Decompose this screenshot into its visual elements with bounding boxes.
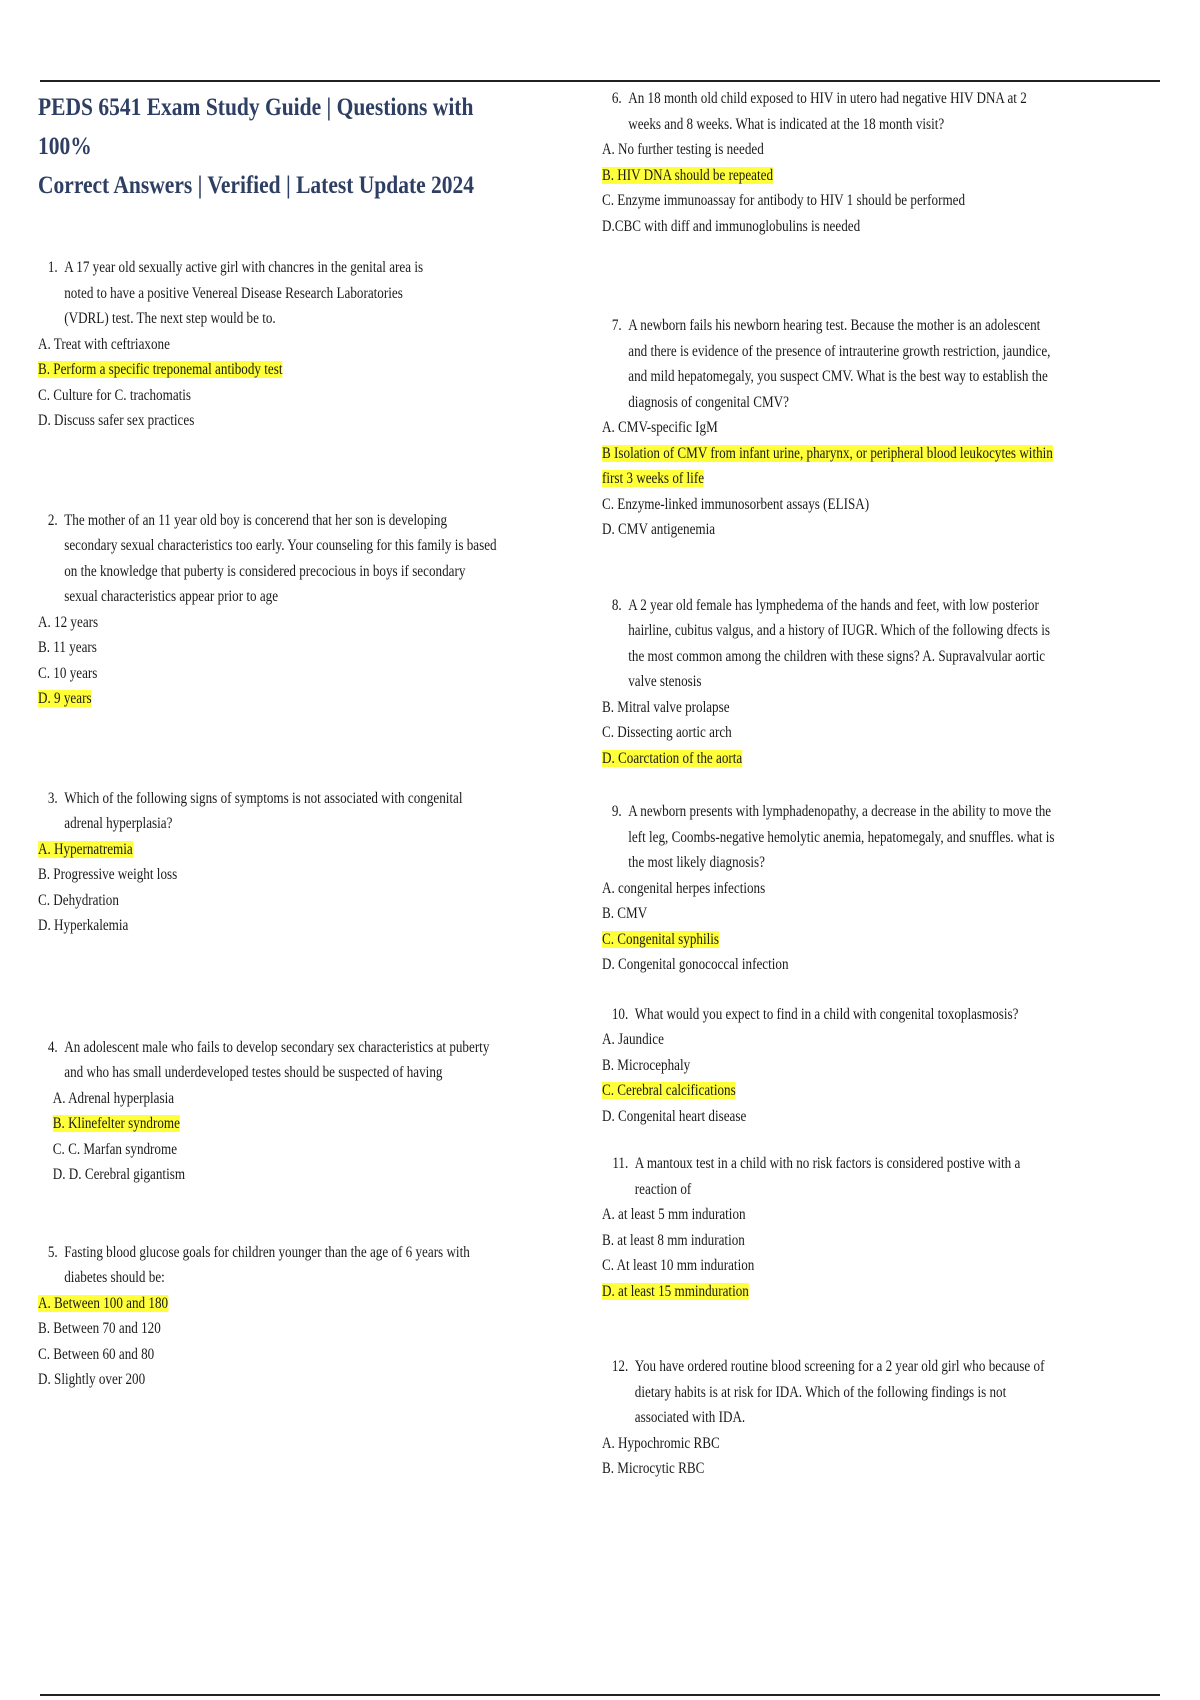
- option-d: D. Congenital heart disease: [602, 1107, 747, 1125]
- question-2: [38, 508, 497, 712]
- question-number: 12.: [611, 1358, 629, 1375]
- option-b: B. CMV: [602, 905, 648, 922]
- question-stem: A mantoux test in a child with no risk factors is considered postive with a reaction of: [634, 1155, 1021, 1198]
- option-b: B. Progressive weight loss: [38, 866, 178, 883]
- question-number: 2.: [47, 511, 58, 529]
- option-c: C. Between 60 and 80: [38, 1345, 155, 1363]
- right-column: [602, 86, 1062, 1482]
- title-line-2: Correct Answers | Verified | Latest Update 2024: [38, 172, 475, 199]
- question-stem: Which of the following signs of symptoms is not associated with congenital adrenal hyperplasia?: [64, 789, 463, 832]
- question-number: 1.: [47, 259, 58, 276]
- option-a-correct: A. Hypernatremia: [38, 840, 133, 858]
- option-a: A. Jaundice: [602, 1031, 664, 1048]
- option-d: D. Discuss safer sex practices: [38, 412, 195, 429]
- option-c: C. C. Marfan syndrome: [52, 1140, 178, 1158]
- option-a: A. Treat with ceftriaxone: [38, 335, 170, 353]
- question-8: [602, 593, 1061, 772]
- question-number: 7.: [611, 317, 622, 334]
- question-7: [602, 313, 1061, 543]
- question-number: 6.: [611, 90, 622, 107]
- option-c: C. Dissecting aortic arch: [602, 724, 732, 741]
- question-4: [38, 1035, 497, 1188]
- question-number: 11.: [612, 1155, 629, 1172]
- option-b: B. Mitral valve prolapse: [602, 698, 730, 716]
- option-b-correct: B Isolation of CMV from infant urine, pharynx, or peripheral blood leukocytes within first 3 weeks of life: [602, 444, 1053, 487]
- option-b-correct: B. HIV DNA should be repeated: [602, 166, 774, 184]
- option-d-correct: D. at least 15 mminduration: [602, 1282, 749, 1300]
- question-10: [602, 1002, 1061, 1130]
- question-stem: A newborn presents with lymphadenopathy, a decrease in the ability to move the left leg, Coombs-negative hemolytic anemia, hepatomegaly, and snuffles. what is the most likely diagnosis?: [628, 803, 1055, 871]
- left-column: [38, 86, 498, 1393]
- option-c: C. Enzyme immunoassay for antibody to HIV 1 should be performed: [602, 192, 966, 209]
- option-b: B. Microcephaly: [602, 1056, 691, 1074]
- option-a: A. at least 5 mm induration: [602, 1206, 746, 1223]
- bottom-rule: [40, 1694, 1160, 1696]
- question-stem: What would you expect to find in a child with congenital toxoplasmosis?: [634, 1005, 1019, 1023]
- question-number: 5.: [47, 1243, 58, 1261]
- option-b: B. Microcytic RBC: [602, 1460, 705, 1477]
- question-number: 3.: [47, 789, 58, 807]
- option-d-correct: D. 9 years: [38, 690, 92, 707]
- question-stem: Fasting blood glucose goals for children younger than the age of 6 years with diabetes should be:: [64, 1243, 470, 1286]
- option-a: A. CMV-specific IgM: [602, 419, 718, 436]
- option-c-correct: C. Cerebral calcifications: [602, 1082, 736, 1099]
- question-stem: A newborn fails his newborn hearing test. Because the mother is an adolescent and there is evidence of the presence of intrauterine growth restriction, jaundice, and mild hepatomegaly, you suspect CMV. What is the best way to establish the diagnosis of congenital CMV?: [628, 317, 1051, 411]
- option-a: A. congenital herpes infections: [602, 879, 766, 897]
- question-3: [38, 786, 497, 939]
- question-stem: An 18 month old child exposed to HIV in utero had negative HIV DNA at 2 weeks and 8 weeks. What is indicated at the 18 month visit?: [628, 90, 1027, 133]
- question-number: 10.: [611, 1005, 629, 1023]
- question-stem: The mother of an 11 year old boy is concerend that her son is developing secondary sexual characteristics too early. Your counseling for this family is based on the knowledge that puberty is considered precocious in boys if secondary sexual characteristics appear prior to age: [64, 511, 497, 605]
- question-11: [602, 1151, 1061, 1304]
- question-stem: A 17 year old sexually active girl with chancres in the genital area is noted to have a positive Venereal Disease Research Laboratories (VDRL) test. The next step would be to.: [64, 259, 424, 327]
- option-c: C. Dehydration: [38, 891, 119, 909]
- question-1: [38, 255, 497, 434]
- question-number: 4.: [47, 1038, 58, 1056]
- option-b: B. Between 70 and 120: [38, 1320, 161, 1337]
- option-d: D. CMV antigenemia: [602, 521, 716, 538]
- top-rule: [40, 80, 1160, 82]
- question-12: [602, 1354, 1061, 1482]
- option-c: C. 10 years: [38, 664, 98, 682]
- question-number: 9.: [611, 803, 622, 820]
- option-c-correct: C. Congenital syphilis: [602, 930, 719, 948]
- option-d: D.CBC with diff and immunoglobulins is needed: [602, 217, 861, 235]
- option-b-correct: B. Klinefelter syndrome: [52, 1115, 180, 1132]
- question-9: [602, 799, 1061, 978]
- option-c: C. Culture for C. trachomatis: [38, 386, 192, 404]
- question-5: [38, 1240, 497, 1393]
- option-a: A. No further testing is needed: [602, 141, 764, 158]
- title-line-1: PEDS 6541 Exam Study Guide | Questions with 100%: [38, 94, 474, 160]
- option-b: B. at least 8 mm induration: [602, 1231, 745, 1249]
- option-a: A. 12 years: [38, 613, 99, 631]
- option-d: D. Congenital gonococcal infection: [602, 956, 789, 973]
- question-stem: An adolescent male who fails to develop secondary sex characteristics at puberty and who has small underdeveloped testes should be suspected of having: [64, 1038, 490, 1081]
- question-stem: You have ordered routine blood screening for a 2 year old girl who because of dietary habits is at risk for IDA. Which of the following findings is not associated with IDA.: [634, 1358, 1045, 1426]
- option-c: C. Enzyme-linked immunosorbent assays (ELISA): [602, 495, 870, 513]
- option-d: D. Slightly over 200: [38, 1371, 146, 1388]
- option-d: D. Hyperkalemia: [38, 917, 129, 934]
- question-stem: A 2 year old female has lymphedema of the hands and feet, with low posterior hairline, cubitus valgus, and a history of IUGR. Which of the following dfects is the most common among the children with these signs? A. Supravalvular aortic valve stenosis: [628, 596, 1050, 690]
- question-number: 8.: [611, 596, 622, 614]
- option-b-correct: B. Perform a specific treponemal antibody test: [38, 361, 283, 378]
- option-c: C. At least 10 mm induration: [602, 1257, 755, 1274]
- option-a: A. Hypochromic RBC: [602, 1434, 720, 1452]
- question-6: [602, 86, 1061, 239]
- option-a: A. Adrenal hyperplasia: [52, 1089, 175, 1107]
- option-d-correct: D. Coarctation of the aorta: [602, 749, 743, 767]
- option-d: D. D. Cerebral gigantism: [52, 1166, 186, 1183]
- document-title: [38, 88, 485, 205]
- option-a-correct: A. Between 100 and 180: [38, 1294, 169, 1312]
- option-b: B. 11 years: [38, 639, 97, 656]
